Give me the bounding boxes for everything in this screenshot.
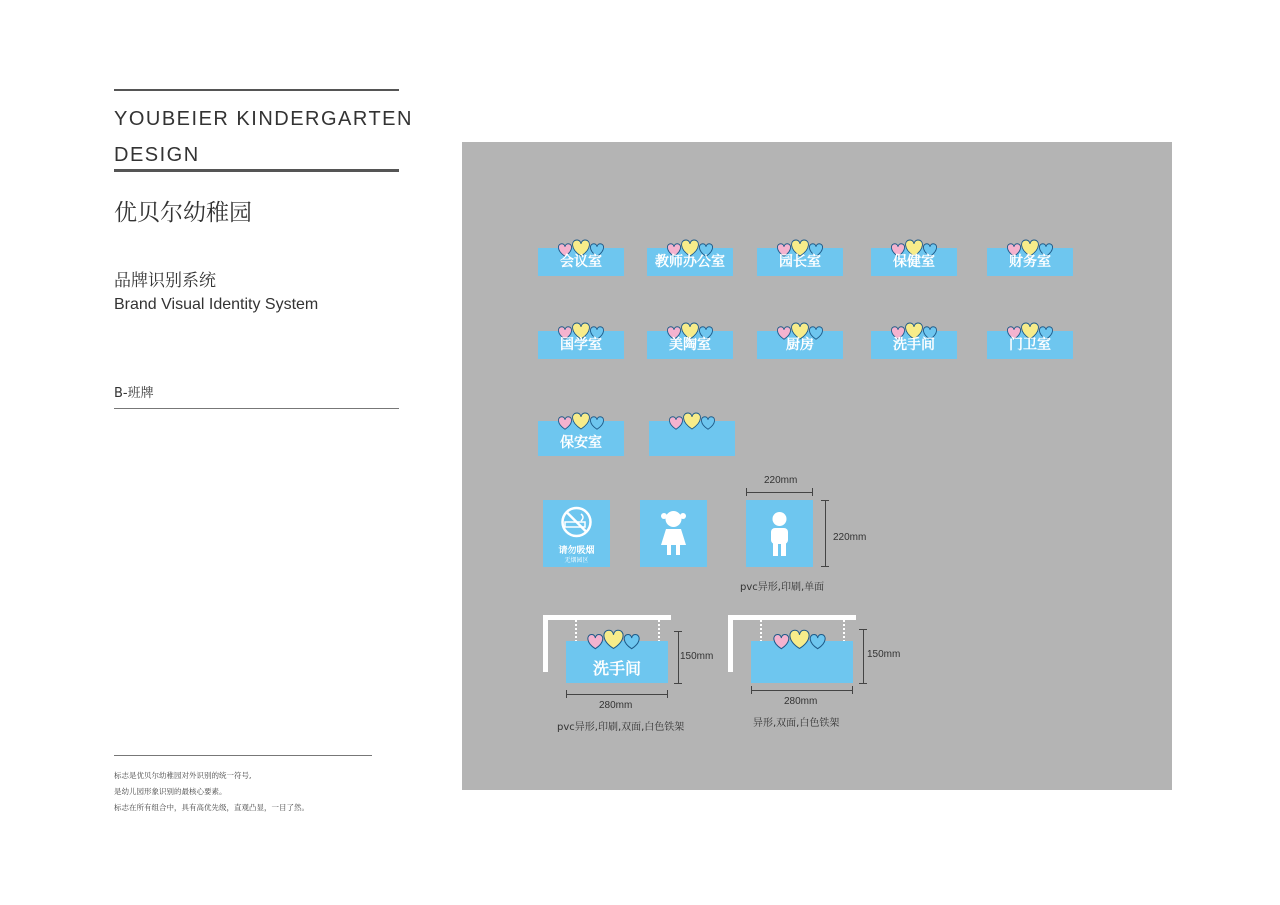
hang2-caption: 异形,双面,白色铁架 bbox=[753, 718, 840, 729]
door-sign bbox=[987, 238, 1073, 276]
sign-label: 门卫室 bbox=[1009, 337, 1051, 353]
dim-line-width bbox=[746, 492, 813, 493]
english-title-line2: DESIGN bbox=[114, 144, 200, 166]
bracket-top bbox=[728, 615, 856, 620]
no-smoking-text: 请勿吸烟 bbox=[558, 546, 595, 556]
english-system-label: Brand Visual Identity System bbox=[114, 296, 319, 313]
chain-left bbox=[760, 620, 762, 642]
door-sign bbox=[871, 238, 957, 276]
section-rule bbox=[114, 408, 399, 409]
chain-right bbox=[843, 620, 845, 642]
hang1-caption: pvc异形,印刷,双面,白色铁架 bbox=[557, 722, 685, 733]
no-smoking-sign bbox=[543, 500, 610, 567]
hearts-decoration bbox=[766, 628, 833, 653]
boy-icon bbox=[746, 500, 813, 567]
hanging-label-1: 洗手间 bbox=[592, 659, 641, 678]
footer-line-2: 是幼儿园形象识别的最核心要素。 bbox=[114, 787, 227, 796]
heart-icon bbox=[684, 413, 701, 429]
sign-label: 保健室 bbox=[893, 254, 935, 270]
sq-width-label: 220mm bbox=[764, 475, 798, 486]
girl-icon bbox=[640, 500, 707, 567]
door-sign bbox=[871, 321, 957, 359]
hearts-decoration bbox=[552, 411, 610, 433]
heart-icon bbox=[790, 630, 809, 648]
hang1-width-label: 280mm bbox=[599, 700, 633, 711]
door-sign bbox=[757, 238, 843, 276]
hearts-decoration bbox=[663, 411, 721, 433]
bracket-top bbox=[543, 615, 671, 620]
footer-rule bbox=[114, 755, 372, 756]
sign-label: 保安室 bbox=[560, 435, 602, 451]
heart-icon bbox=[573, 413, 590, 429]
sq-caption: pvc异形,印刷,单面 bbox=[740, 582, 825, 593]
chinese-system-label: 品牌识别系统 bbox=[114, 271, 216, 291]
hang2-width-label: 280mm bbox=[784, 696, 818, 707]
chain-right bbox=[658, 620, 660, 642]
hang1-height-label: 150mm bbox=[680, 651, 714, 662]
hang2-height-label: 150mm bbox=[867, 649, 901, 660]
heart-icon bbox=[810, 635, 825, 649]
door-sign bbox=[647, 321, 733, 359]
top-rule bbox=[114, 89, 399, 91]
door-sign bbox=[538, 411, 624, 449]
boys-restroom-sign bbox=[746, 500, 813, 567]
sign-label: 会议室 bbox=[560, 254, 602, 270]
chinese-name: 优贝尔幼稚园 bbox=[114, 200, 252, 226]
sign-label: 国学室 bbox=[560, 337, 602, 353]
bracket-side bbox=[543, 615, 548, 672]
bracket-side bbox=[728, 615, 733, 672]
girls-restroom-sign bbox=[640, 500, 707, 567]
sign-label: 美陶室 bbox=[669, 337, 711, 353]
door-sign bbox=[647, 238, 733, 276]
sign-label: 园长室 bbox=[779, 254, 821, 270]
heart-icon bbox=[590, 417, 603, 429]
door-sign bbox=[649, 411, 735, 449]
heart-icon bbox=[558, 417, 571, 429]
section-label: B-班牌 bbox=[114, 386, 154, 401]
sign-label: 财务室 bbox=[1009, 254, 1051, 270]
chain-left bbox=[575, 620, 577, 642]
no-smoking-subtext: 无烟园区 bbox=[564, 557, 589, 564]
sign-label: 教师办公室 bbox=[655, 254, 725, 270]
heart-icon bbox=[701, 417, 714, 429]
door-sign bbox=[538, 321, 624, 359]
footer-line-3: 标志在所有组合中，具有高优先级，直观凸显，一目了然。 bbox=[114, 803, 309, 812]
heart-icon bbox=[604, 630, 623, 648]
sign-label: 洗手间 bbox=[893, 337, 935, 353]
hanging-hearts bbox=[766, 628, 833, 657]
heart-icon bbox=[624, 635, 639, 649]
sign-label: 厨房 bbox=[786, 337, 814, 353]
hearts-decoration bbox=[580, 628, 647, 653]
title-underline bbox=[114, 169, 399, 172]
heart-icon bbox=[669, 417, 682, 429]
hanging-hearts bbox=[580, 628, 647, 657]
heart-icon bbox=[774, 635, 789, 649]
door-sign bbox=[987, 321, 1073, 359]
door-sign bbox=[538, 238, 624, 276]
sq-height-label: 220mm bbox=[833, 532, 867, 543]
footer-line-1: 标志是优贝尔幼稚园对外识别的统一符号, bbox=[114, 771, 252, 780]
dim-line-height bbox=[825, 500, 826, 567]
door-sign bbox=[757, 321, 843, 359]
english-title-line1: YOUBEIER KINDERGARTEN bbox=[114, 108, 413, 130]
heart-icon bbox=[588, 635, 603, 649]
